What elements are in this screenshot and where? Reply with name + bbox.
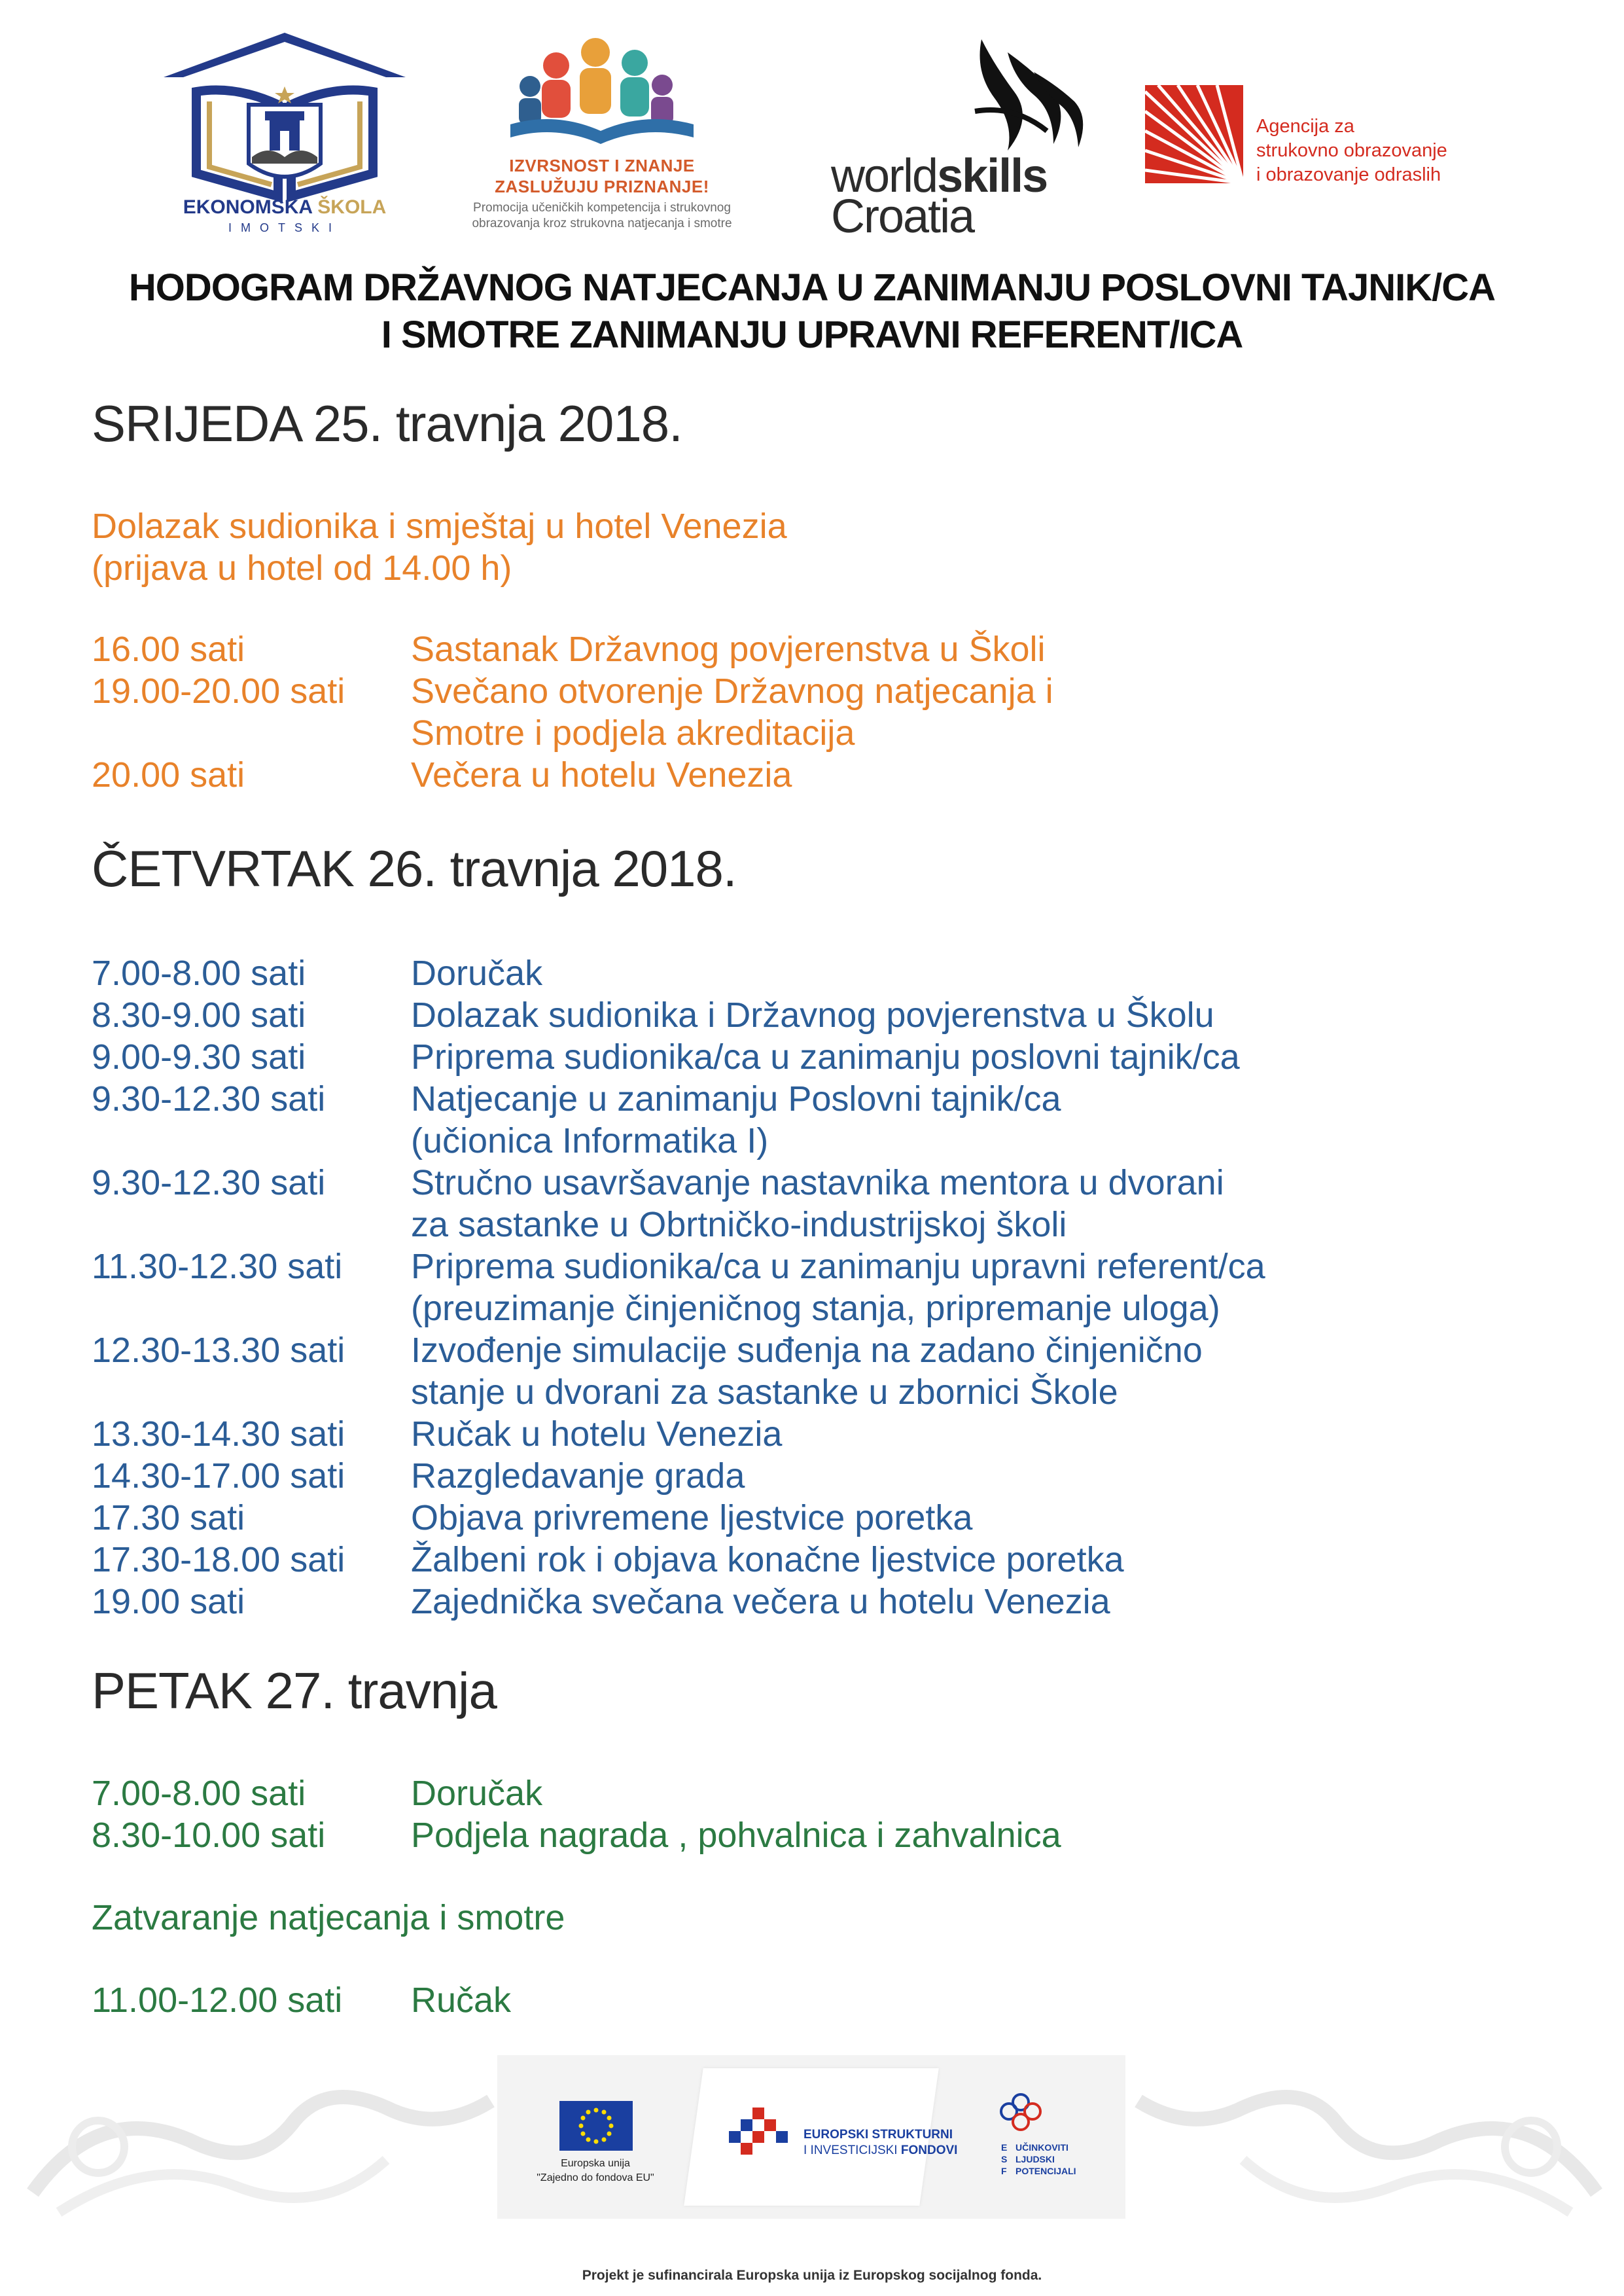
izvrsnost-logo <box>458 33 746 242</box>
schedule-time: 8.30-10.00 sati <box>92 1816 326 1855</box>
document-title <box>0 264 1624 359</box>
izvrsnost-sub2: obrazovanja kroz strukovna natjecanja i smotre <box>472 217 732 230</box>
schedule-event: Večera u hotelu Venezia <box>411 755 792 795</box>
worldskills-swoosh-icon <box>818 33 1093 157</box>
lunch-event: Ručak <box>411 1981 512 2020</box>
agency-line1: Agencija za <box>1256 116 1354 137</box>
schedule-event: Priprema sudionika/ca u zanimanju poslovni tajnik/ca <box>411 1037 1240 1077</box>
esi-line2b: FONDOVI <box>900 2144 958 2157</box>
schedule-event: Razgledavanje grada <box>411 1456 745 1496</box>
eu-label-1: Europska unija <box>561 2158 630 2169</box>
schedule-event: Žalbeni rok i objava konačne ljestvice poretka <box>411 1540 1124 1579</box>
ws-country: Croatia <box>831 190 974 243</box>
schedule-time: 11.30-12.30 sati <box>92 1247 343 1286</box>
schedule-event: Izvođenje simulacije suđenja na zadano činjenično <box>411 1331 1203 1370</box>
school-logo <box>157 33 412 242</box>
day2-heading: ČETVRTAK 26. travnja 2018. <box>92 840 737 897</box>
schedule-event: Stručno usavršavanje nastavnika mentora u dvorani <box>411 1163 1224 1202</box>
eu-label-2: "Zajedno do fondova EU" <box>537 2172 654 2183</box>
school-name-a: EKONOMSKA <box>183 196 312 218</box>
esi-line2a: I INVESTICIJSKI <box>803 2144 901 2157</box>
schedule-event: (učionica Informatika I) <box>411 1121 769 1160</box>
schedule-event: Objava privremene ljestvice poretka <box>411 1498 973 1537</box>
day1-intro-line2: (prijava u hotel od 14.00 h) <box>92 548 512 588</box>
day1-intro-line1: Dolazak sudionika i smještaj u hotel Venezia <box>92 507 787 546</box>
izvrsnost-line2: ZASLUŽUJU PRIZNANJE! <box>495 177 709 196</box>
footer-note: Projekt je sufinancirala Europska unija iz Europskog socijalnog fonda. <box>582 2268 1042 2283</box>
esi-line1: EUROPSKI STRUKTURNI <box>803 2128 953 2142</box>
schedule-event: Svečano otvorenje Državnog natjecanja i <box>411 672 1053 711</box>
closing-text: Zatvaranje natjecanja i smotre <box>92 1898 565 1937</box>
schedule-event: Doručak <box>411 954 543 993</box>
schedule-time: 19.00 sati <box>92 1582 245 1621</box>
schedule-time: 14.30-17.00 sati <box>92 1456 345 1496</box>
schedule-time: 17.30 sati <box>92 1498 245 1537</box>
ws-skills: skills <box>937 150 1048 202</box>
agency-line3: i obrazovanje odraslih <box>1256 164 1441 185</box>
ulp-flower-icon <box>995 2088 1047 2140</box>
schedule-event: Smotre i podjela akreditacija <box>411 713 855 753</box>
schedule-event: Dolazak sudionika i Državnog povjerenstva u Školu <box>411 996 1214 1035</box>
schedule-event: za sastanke u Obrtničko-industrijskoj školi <box>411 1205 1067 1244</box>
day1-heading: SRIJEDA 25. travnja 2018. <box>92 395 682 452</box>
title-line1: HODOGRAM DRŽAVNOG NATJECANJA U ZANIMANJU POSLOVNI TAJNIK/CA <box>128 266 1496 309</box>
ws-world: world <box>831 150 938 202</box>
schedule-event: Sastanak Državnog povjerenstva u Školi <box>411 630 1046 669</box>
school-crest-icon <box>157 33 412 203</box>
lunch-time: 11.00-12.00 sati <box>92 1981 343 2020</box>
schedule-time: 17.30-18.00 sati <box>92 1540 345 1579</box>
schedule-time: 12.30-13.30 sati <box>92 1331 345 1370</box>
title-line2: I SMOTRE ZANIMANJU UPRAVNI REFERENT/ICA <box>381 314 1243 356</box>
agency-line2: strukovno obrazovanje <box>1256 140 1447 161</box>
schedule-event: Ručak u hotelu Venezia <box>411 1414 783 1454</box>
schedule-event: Zajednička svečana večera u hotelu Venezia <box>411 1582 1110 1621</box>
schedule-event: Priprema sudionika/ca u zanimanju upravni referent/ca <box>411 1247 1265 1286</box>
school-name-b: ŠKOLA <box>317 196 387 218</box>
schedule-time: 13.30-14.30 sati <box>92 1414 345 1454</box>
schedule-event: Doručak <box>411 1774 543 1813</box>
ulp-line3: POTENCIJALI <box>1015 2166 1076 2176</box>
schedule-time: 16.00 sati <box>92 630 245 669</box>
schedule-time: 7.00-8.00 sati <box>92 1774 306 1813</box>
students-book-icon <box>458 33 746 151</box>
schedule-time: 7.00-8.00 sati <box>92 954 306 993</box>
izvrsnost-line1: IZVRSNOST I ZNANJE <box>509 156 695 175</box>
schedule-event: (preuzimanje činjeničnog stanja, pripremanje uloga) <box>411 1289 1220 1328</box>
school-town: IMOTSKI <box>228 221 341 234</box>
schedule-time: 19.00-20.00 sati <box>92 672 345 711</box>
ornament-left-icon <box>20 2062 504 2225</box>
worldskills-logo <box>818 33 1093 242</box>
esf-vertical: ESF <box>1001 2142 1008 2176</box>
day3-heading: PETAK 27. travnja <box>92 1662 497 1719</box>
ulp-line1: UČINKOVITI <box>1015 2142 1068 2153</box>
schedule-time: 20.00 sati <box>92 755 245 795</box>
eu-flag-icon <box>559 2101 633 2151</box>
schedule-event: Natjecanje u zanimanju Poslovni tajnik/ca <box>411 1079 1061 1119</box>
agency-rays-icon <box>1145 85 1243 183</box>
schedule-time: 9.30-12.30 sati <box>92 1163 326 1202</box>
agency-logo <box>1139 72 1479 203</box>
schedule-event: Podjela nagrada , pohvalnica i zahvalnica <box>411 1816 1061 1855</box>
esi-checkers-icon <box>726 2108 805 2166</box>
schedule-time: 8.30-9.00 sati <box>92 996 306 1035</box>
schedule-time: 9.30-12.30 sati <box>92 1079 326 1119</box>
footer-logo-band <box>497 2055 1125 2219</box>
schedule-event: stanje u dvorani za sastanke u zbornici Škole <box>411 1372 1118 1412</box>
ornament-right-icon <box>1125 2062 1610 2225</box>
izvrsnost-sub1: Promocija učeničkih kompetencija i strukovnog <box>473 201 731 215</box>
ulp-line2: LJUDSKI <box>1015 2154 1055 2164</box>
schedule-time: 9.00-9.30 sati <box>92 1037 306 1077</box>
